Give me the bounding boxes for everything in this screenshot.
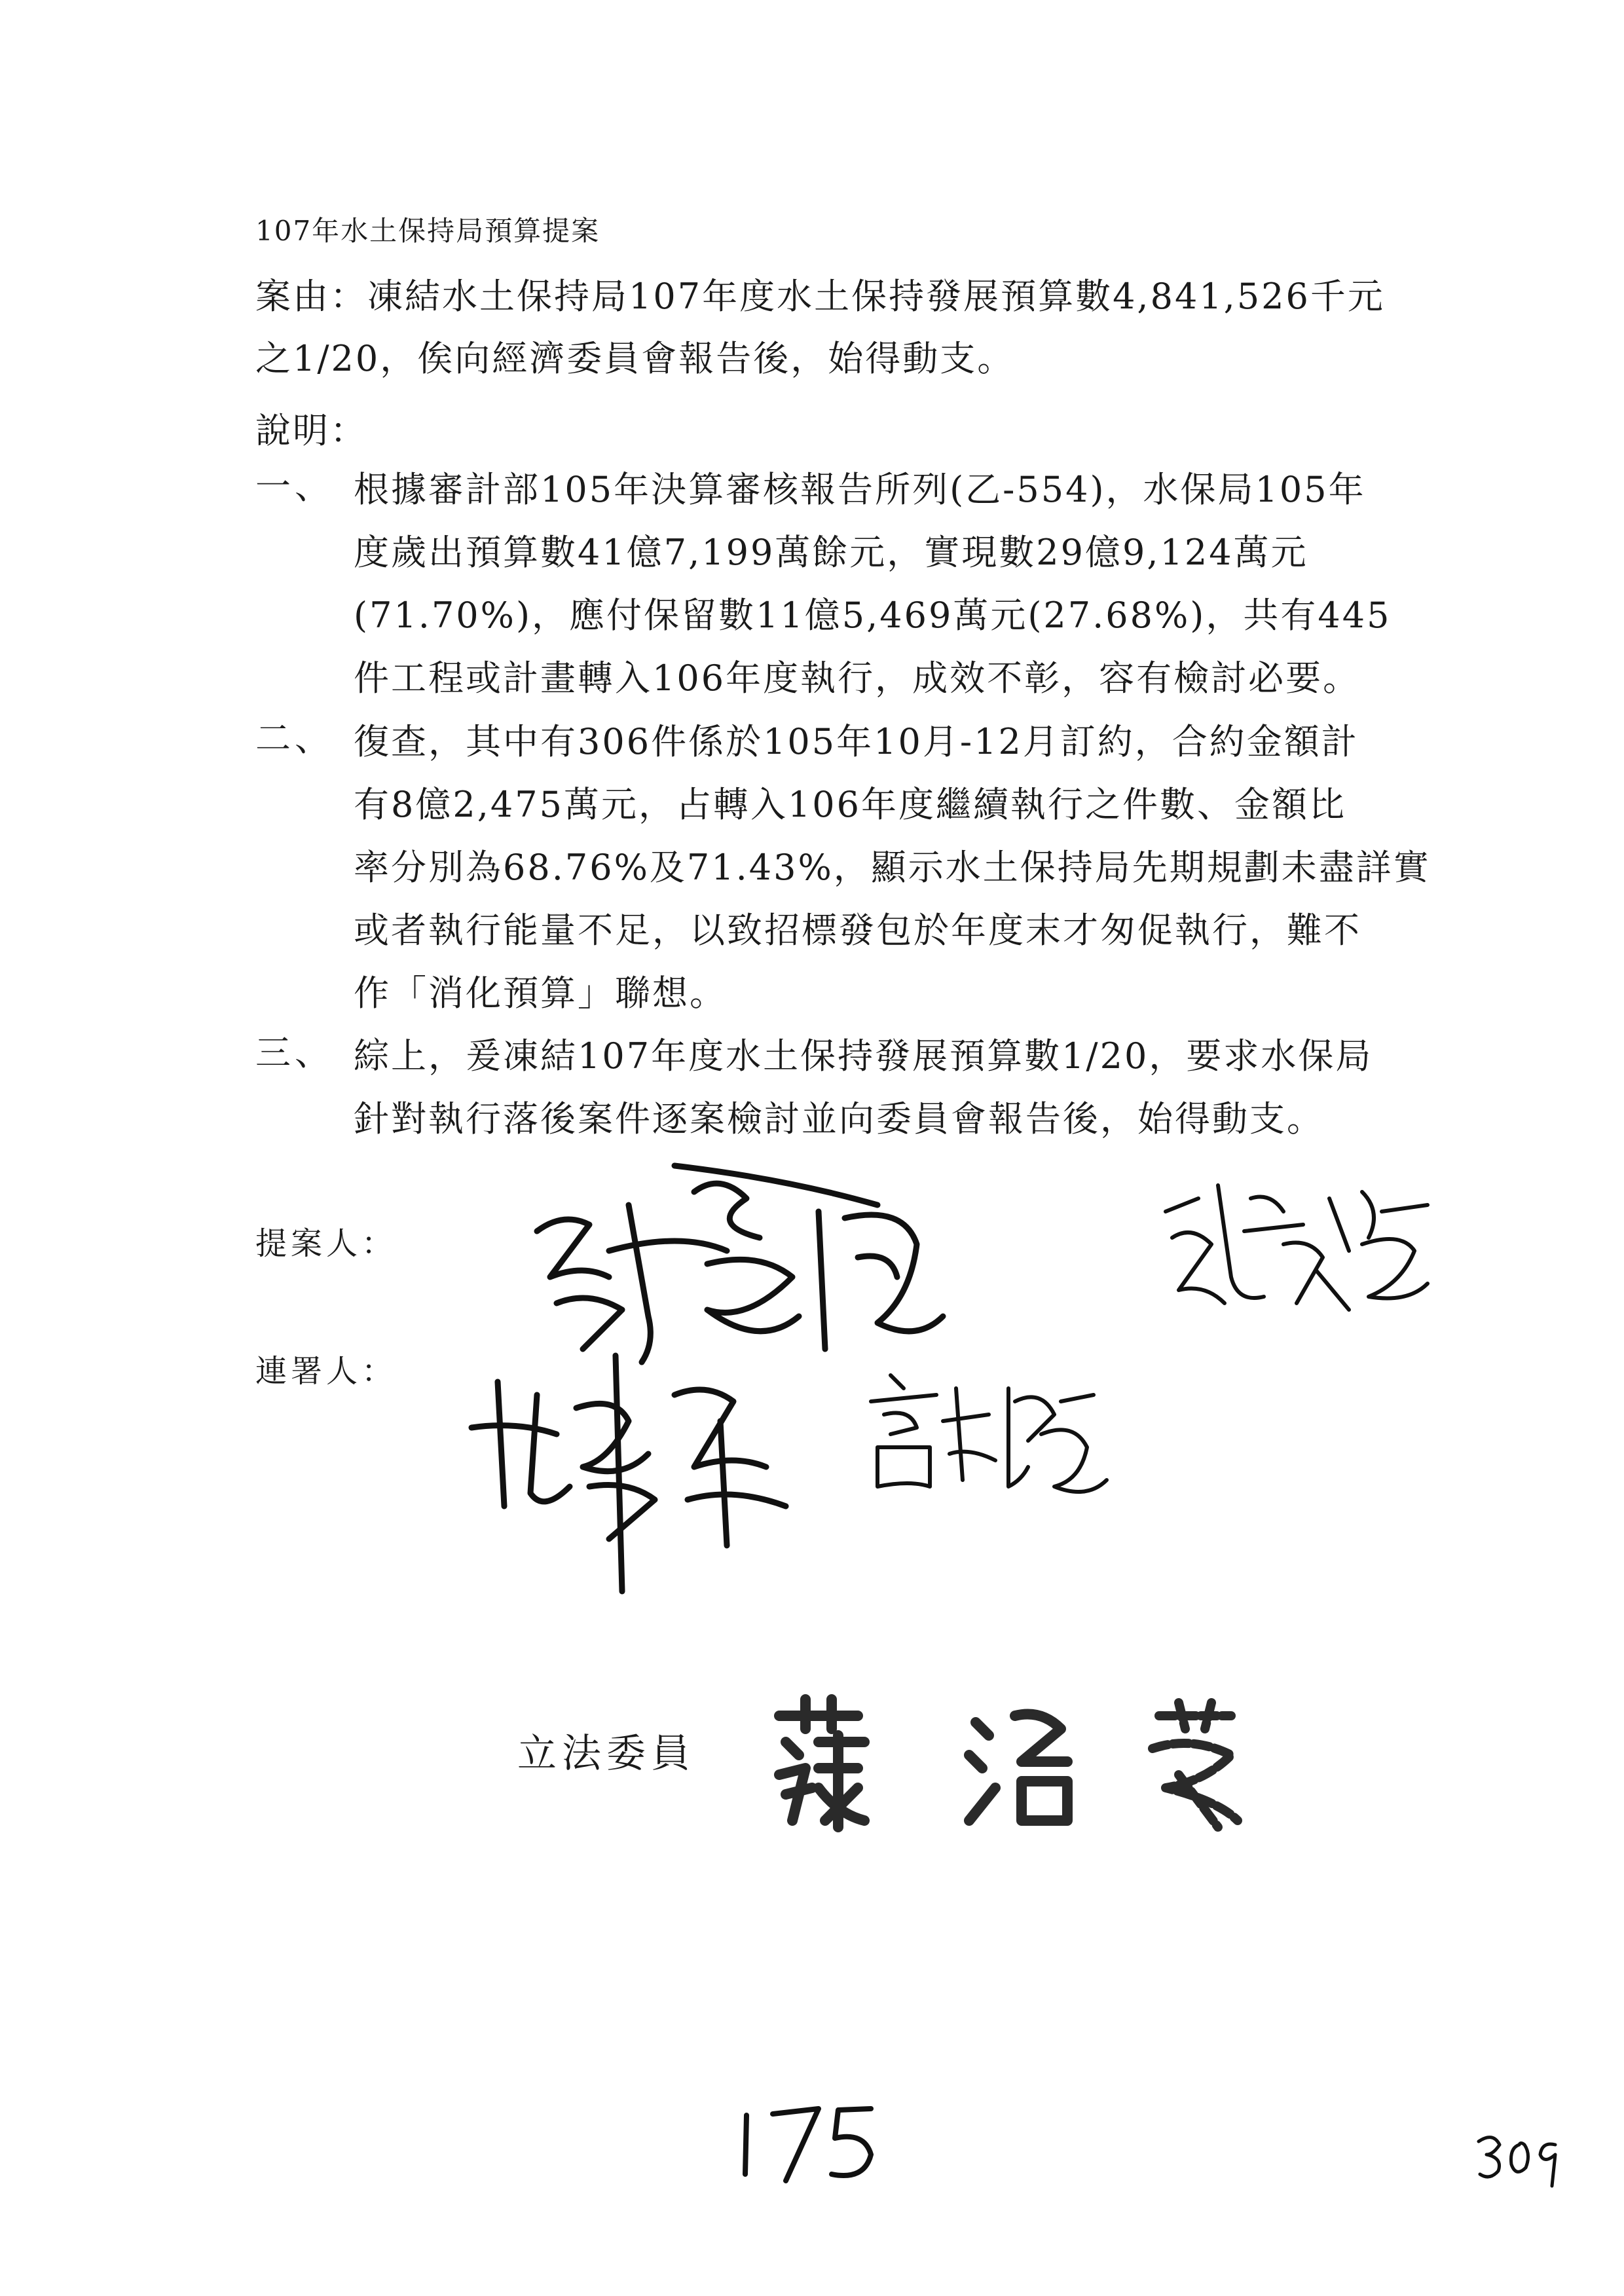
- proposer-signature-1: [511, 1153, 969, 1375]
- item-line: (71.70%)，應付保留數11億5,469萬元(27.68%)，共有445: [354, 595, 1392, 636]
- item-line: 針對執行落後案件逐案檢討並向委員會報告後，始得動支。: [354, 1098, 1324, 1139]
- item-line: 有8億2,475萬元，占轉入106年度繼續執行之件數、金額比: [354, 784, 1347, 825]
- item-number: 二、: [255, 718, 334, 759]
- explanation-label: 說明：: [255, 410, 367, 451]
- item-number: 三、: [255, 1032, 334, 1073]
- item-line: 度歲出預算數41億7,199萬餘元，實現數29億9,124萬元: [354, 532, 1308, 573]
- item-line: 率分別為68.76%及71.43%，顯示水土保持局先期規劃未盡詳實: [354, 847, 1431, 888]
- cosigner-signature-2: [864, 1362, 1113, 1506]
- subject-line-2: 之1/20，俟向經濟委員會報告後，始得動支。: [255, 338, 1015, 379]
- legislator-label: 立法委員: [517, 1731, 695, 1777]
- cosigner-signature-1: [458, 1356, 825, 1598]
- item-line: 作「消化預算」聯想。: [354, 972, 727, 1014]
- cosigner-label: 連署人：: [255, 1353, 397, 1390]
- corner-page-number: [1473, 2128, 1565, 2187]
- item-line: 復查，其中有306件係於105年10月-12月訂約，合約金額計: [354, 721, 1359, 762]
- item-text: [354, 1025, 1395, 1151]
- document-heading: 107年水土保持局預算提案: [255, 215, 600, 247]
- handwritten-page-number: [733, 2096, 884, 2187]
- item-line: 件工程或計畫轉入106年度執行，成效不彰，容有檢討必要。: [354, 657, 1361, 699]
- legislator-name-stamp: [760, 1690, 1283, 1840]
- proposer-signature-2: [1153, 1172, 1441, 1323]
- item-line: 或者執行能量不足，以致招標發包於年度末才匆促執行，難不: [354, 910, 1361, 951]
- item-line: 綜上，爰凍結107年度水土保持發展預算數1/20，要求水保局: [354, 1035, 1373, 1077]
- proposer-label: 提案人：: [255, 1225, 397, 1262]
- item-text: [354, 458, 1395, 710]
- item-text: [354, 711, 1431, 1025]
- subject-line-1: 案由：凍結水土保持局107年度水土保持發展預算數4,841,526千元: [255, 276, 1385, 317]
- item-number: 一、: [255, 466, 334, 507]
- item-line: 根據審計部105年決算審核報告所列(乙-554)，水保局105年: [354, 469, 1366, 510]
